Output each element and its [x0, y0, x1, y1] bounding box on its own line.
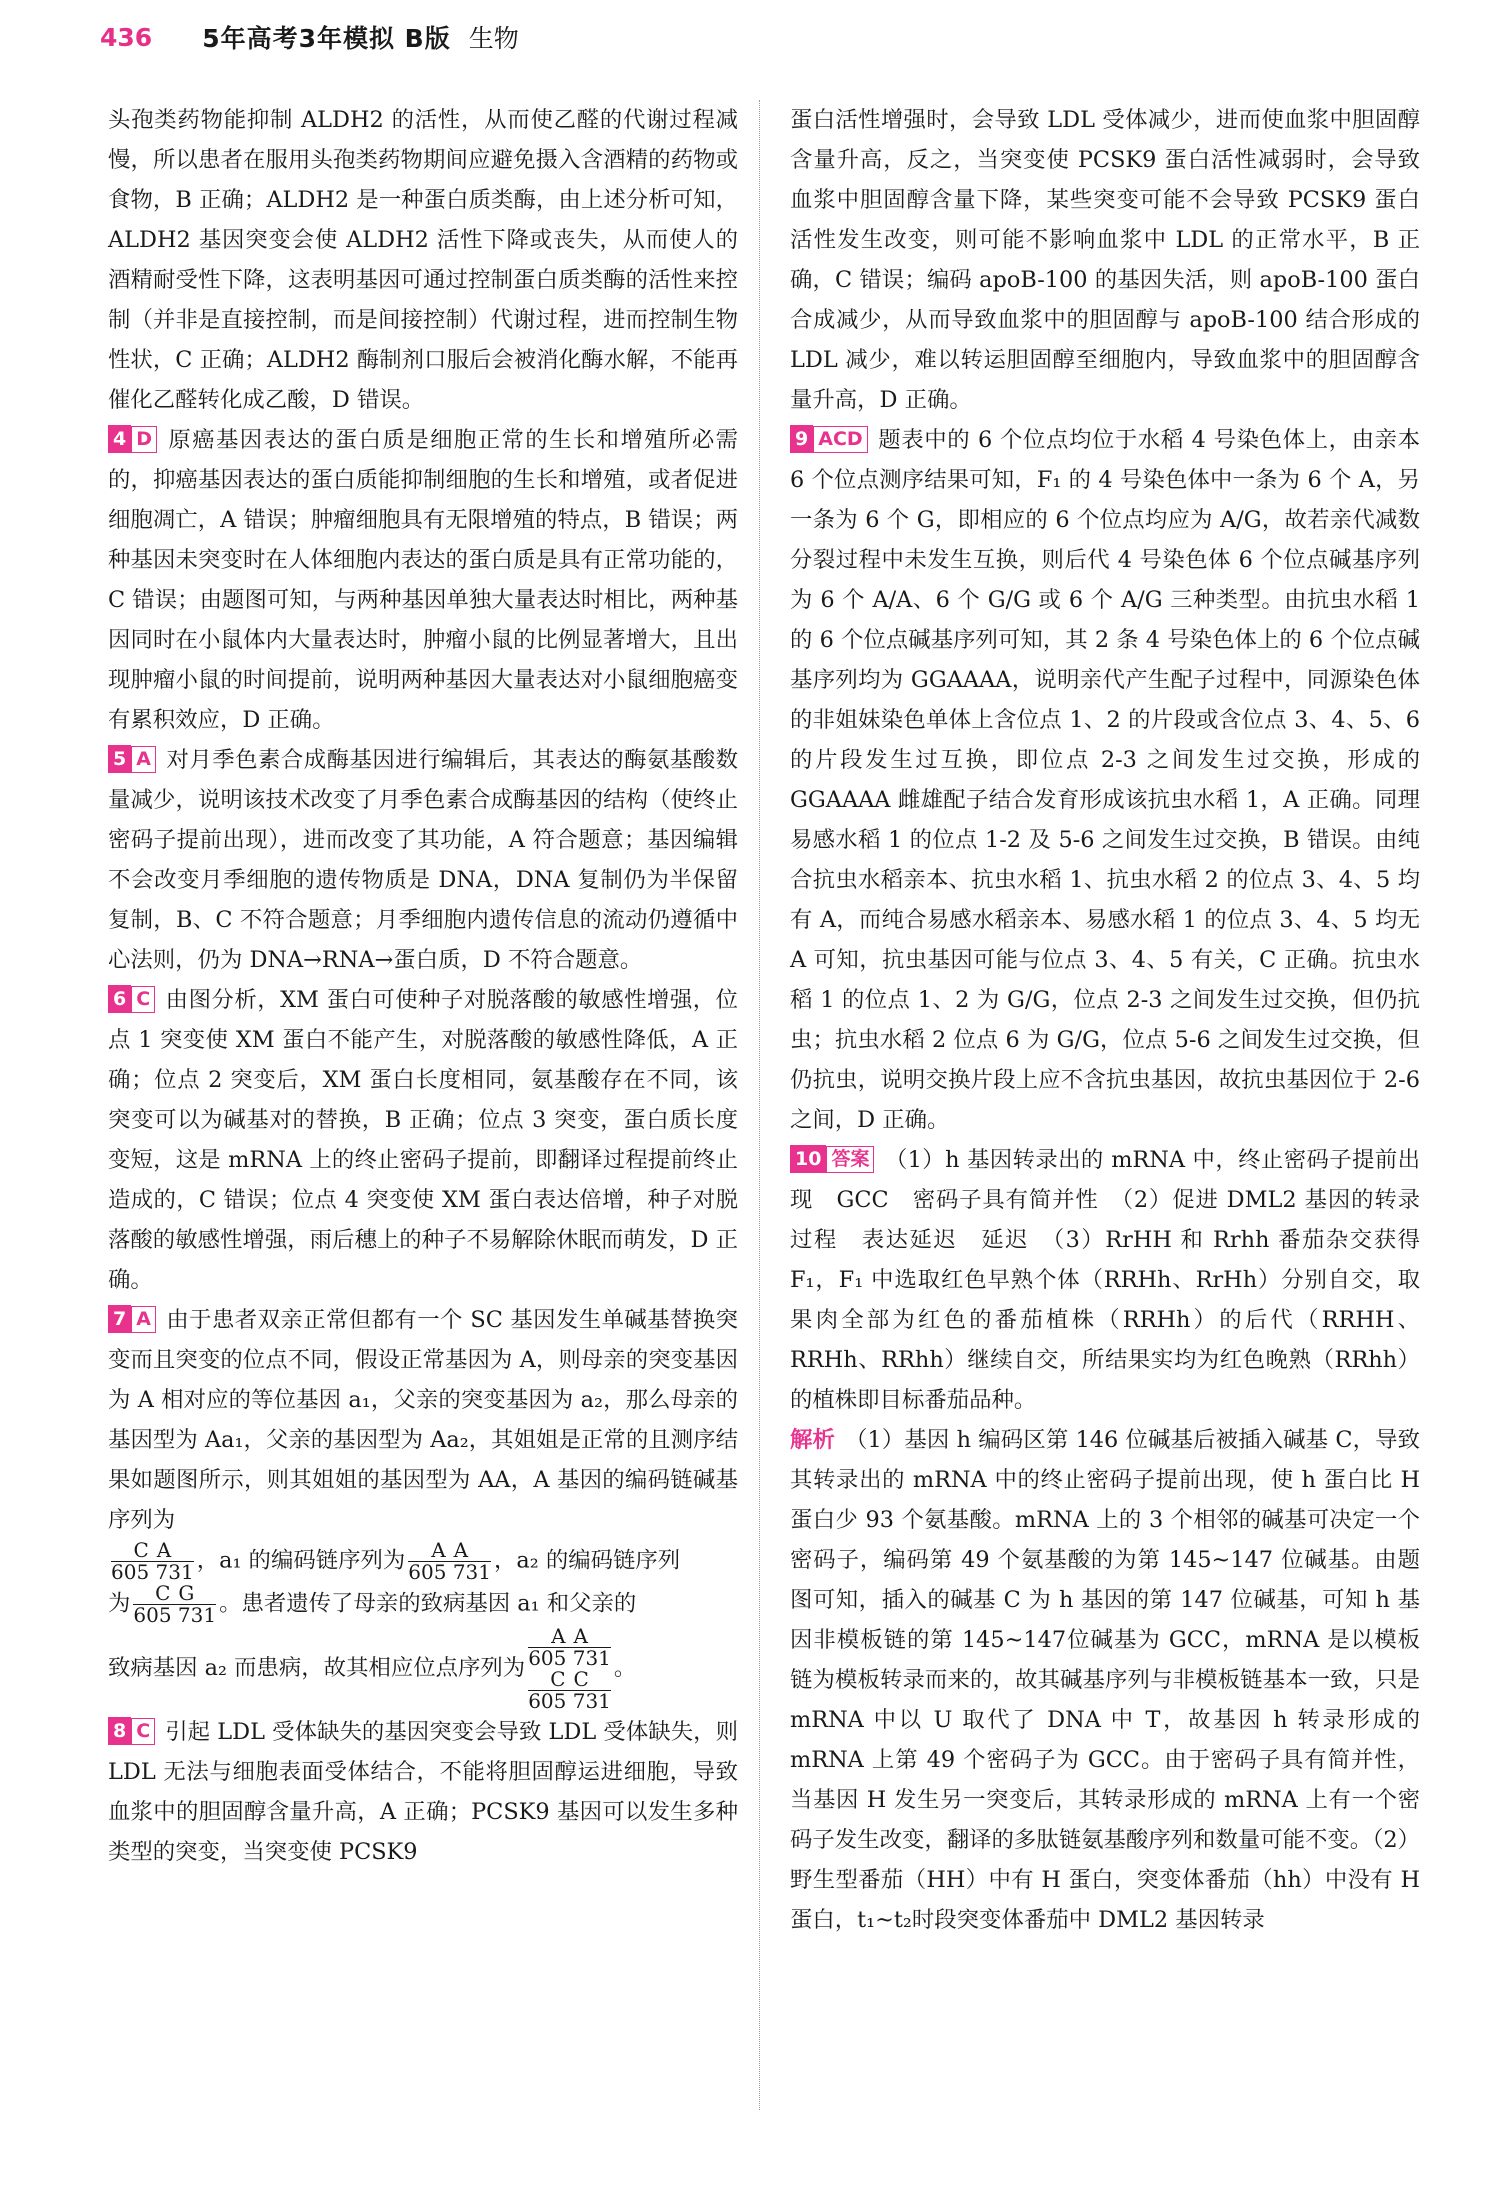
subject-label: 生物 — [468, 24, 519, 53]
column-divider — [759, 100, 760, 2110]
answer-badge: 4 D — [108, 425, 157, 453]
answer-text: 题表中的 6 个位点均位于水稻 4 号染色体上，由亲本 6 个位点测序结果可知，F₁ 的 4 号染色体中一条为 6 个 A，另一条为 6 个 G，即相应的 6 个位点均应为 A/G，故若亲代减数分裂过程中未发生互换，则后代 4 号染色体 6 个位点碱基序列为 6 个 A/A、6 个 G/G 或 6 个 A/G 三种类型。由抗虫水稻 1 的 6 个位点碱基序列可知，其 2 条 4 号染色体上的 6 个位点碱基序列均为 GGAAAA，说明亲代产生配子过程中，同源染色体的非姐妹染色单体上含位点 1、2 的片段或含位点 3、4、5、6 的片段发生过互换，即位点 2-3 之间发生过交换，形成的 GGAAAA 雌雄配子结合发育形成该抗虫水稻 1，A 正确。同理易感水稻 1 的位点 1-2 及 5-6 之间发生过交换，B 错误。由纯合抗虫水稻亲本、抗虫水稻 1、抗虫水稻 2 的位点 3、4、5 均有 A，而纯合易感水稻亲本、易感水稻 1 的位点 3、4、5 均无 A 可知，抗虫基因可能与位点 3、4、5 有关，C 正确。抗虫水稻 1 的位点 1、2 为 G/G，位点 2-3 之间发生过交换，但仍抗虫；抗虫水稻 2 位点 6 为 G/G，位点 5-6 之间发生过交换，但仍抗虫，说明交换片段上应不含抗虫基因，故抗虫基因位于 2-6 之间，D 正确。 — [790, 427, 1420, 1133]
analysis-10 — [790, 1420, 1420, 1940]
answer-9 — [790, 420, 1420, 1140]
answer-badge: 9 ACD — [790, 425, 868, 453]
analysis-label: 解析 — [790, 1427, 836, 1453]
answer-6 — [108, 980, 738, 1300]
answer-10 — [790, 1140, 1420, 1420]
answer-4 — [108, 420, 738, 740]
sequence-fraction-a2: $\frac{CG}{605 731}$ — [133, 1581, 217, 1627]
analysis-text: （1）基因 h 编码区第 146 位碱基后被插入碱基 C，导致其转录出的 mRNA 中的终止密码子提前出现，使 h 蛋白比 H 蛋白少 93 个氨基酸。mRNA 上的 3 个相邻的碱基可决定一个密码子，编码第 49 个氨基酸的为第 145~147 位碱基。由题图可知，插入的碱基 C 为 h 基因的第 147 位碱基，可知 h 基因非模板链的第 145~147位碱基为 GCC，mRNA 是以模板链为模板转录而来的，故其碱基序列与非模板链基本一致，只是 mRNA 中以 U 取代了 DNA 中 T，故基因 h 转录形成的 mRNA 上第 49 个密码子为 GCC。由于密码子具有简并性，当基因 H 发生另一突变后，其转录形成的 mRNA 上有一个密码子发生改变，翻译的多肽链氨基酸序列和数量可能不变。（2）野生型番茄（HH）中有 H 蛋白，突变体番茄（hh）中没有 H 蛋白，t₁~t₂时段突变体番茄中 DML2 基因转录 — [790, 1427, 1420, 1933]
answer-badge: 6 C — [108, 985, 155, 1013]
answer-badge: 8 C — [108, 1717, 155, 1745]
answer-text: （1）h 基因转录出的 mRNA 中，终止密码子提前出现 GCC 密码子具有简并性 （2）促进 DML2 基因的转录过程 表达延迟 延迟 （3）RrHH 和 Rrhh 番茄杂交获得 F₁，F₁ 中选取红色早熟个体（RRHh、RrHh）分别自交，取果肉全部为红色的番茄植株（RRHh）的后代（RRHH、RRHh、RRhh）继续自交，所结果实均为红色晚熟（RRhh）的植株即目标番茄品种。 — [790, 1147, 1420, 1413]
left-continued-paragraph: 头孢类药物能抑制 ALDH2 的活性，从而使乙醛的代谢过程减慢，所以患者在服用头孢类药物期间应避免摄入含酒精的药物或食物，B 正确；ALDH2 是一种蛋白质类酶，由上述分析可知，ALDH2 基因突变会使 ALDH2 活性下降或丧失，从而使人的酒精耐受性下降，这表明基因可通过控制蛋白质类酶的活性来控制（并非是直接控制，而是间接控制）代谢过程，进而控制生物性状，C 正确；ALDH2 酶制剂口服后会被消化酶水解，不能再催化乙醛转化成乙酸，D 错误。 — [108, 107, 738, 413]
answer-8 — [108, 1712, 738, 1872]
book-title: 5年高考3年模拟 B版 — [202, 24, 451, 53]
left-column — [108, 100, 738, 1872]
right-column — [790, 100, 1420, 1940]
answer-badge: 5 A — [108, 745, 156, 773]
answer-7: 7 A 由于患者双亲正常但都有一个 SC 基因发生单碱基替换突变而且突变的位点不同，假设正常基因为 A，则母亲的突变基因为 A 相对应的等位基因 a₁，父亲的突变基因为 a₂，那么母亲的基因型为 Aa₁，父亲的基因型为 Aa₂，其姐姐是正常的且测序结果如题图所示，则其姐姐的基因型为 AA，A 基因的编码链碱基序列为 $\frac{CA}{605 731}$ ，a₁ 的编码链序列为 $\frac{AA}{605 731}$ ，a₂ 的编码链序列 为 $\frac{CG}{605 731}$ 。患者遗传了母亲的致病基因 a₁ 和父亲的 致病基因 a₂ 而患病，故其相应位点序列为 AA 605 731 CC 605 731 。 — [108, 1307, 738, 1713]
answer-text: 原癌基因表达的蛋白质是细胞正常的生长和增殖所必需的，抑癌基因表达的蛋白质能抑制细胞的生长和增殖，或者促进细胞凋亡，A 错误；肿瘤细胞具有无限增殖的特点，B 错误；两种基因未突变时在人体细胞内表达的蛋白质是具有正常功能的，C 错误；由题图可知，与两种基因单独大量表达时相比，两种基因同时在小鼠体内大量表达时，肿瘤小鼠的比例显著增大，且出现肿瘤小鼠的时间提前，说明两种基因大量表达对小鼠细胞癌变有累积效应，D 正确。 — [108, 427, 738, 733]
page-number: 436 — [100, 22, 153, 52]
answer-text: 引起 LDL 受体缺失的基因突变会导致 LDL 受体缺失，则 LDL 无法与细胞表面受体结合，不能将胆固醇运进细胞，导致血浆中的胆固醇含量升高，A 正确；PCSK9 基因可以发生多种类型的突变，当突变使 PCSK9 — [108, 1719, 738, 1865]
right-continued-paragraph: 蛋白活性增强时，会导致 LDL 受体减少，进而使血浆中胆固醇含量升高，反之，当突变使 PCSK9 蛋白活性减弱时，会导致血浆中胆固醇含量下降，某些突变可能不会导致 PCSK9 蛋白活性发生改变，则可能不影响血浆中 LDL 的正常水平，B 正确，C 错误；编码 apoB-100 的基因失活，则 apoB-100 蛋白合成减少，从而导致血浆中的胆固醇与 apoB-100 结合形成的 LDL 减少，难以转运胆固醇至细胞内，导致血浆中的胆固醇含量升高，D 正确。 — [790, 107, 1420, 413]
patient-genotype-sequence: AA 605 731 CC 605 731 — [528, 1624, 611, 1713]
answer-badge: 7 A — [108, 1305, 156, 1333]
sequence-fraction-a1: $\frac{AA}{605 731}$ — [408, 1538, 492, 1584]
answer-text: 对月季色素合成酶基因进行编辑后，其表达的酶氨基酸数量减少，说明该技术改变了月季色素合成酶基因的结构（使终止密码子提前出现），进而改变了其功能，A 符合题意；基因编辑不会改变月季细胞的遗传物质是 DNA，DNA 复制仍为半保留复制，B、C 不符合题意；月季细胞内遗传信息的流动仍遵循中心法则，仍为 DNA→RNA→蛋白质，D 不符合题意。 — [108, 747, 738, 973]
answer-badge: 10 答案 — [790, 1145, 874, 1173]
sequence-fraction-A: $\frac{CA}{605 731}$ — [111, 1538, 194, 1584]
answer-5 — [108, 740, 738, 980]
page-header — [100, 14, 519, 60]
answer-text: 由图分析，XM 蛋白可使种子对脱落酸的敏感性增强，位点 1 突变使 XM 蛋白不能产生，对脱落酸的敏感性降低，A 正确；位点 2 突变后，XM 蛋白长度相同，氨基酸存在不同，该突变可以为碱基对的替换，B 正确；位点 3 突变，蛋白质长度变短，这是 mRNA 上的终止密码子提前，即翻译过程提前终止造成的，C 错误；位点 4 突变使 XM 蛋白表达倍增，种子对脱落酸的敏感性增强，雨后穗上的种子不易解除休眠而萌发，D 正确。 — [108, 987, 738, 1293]
